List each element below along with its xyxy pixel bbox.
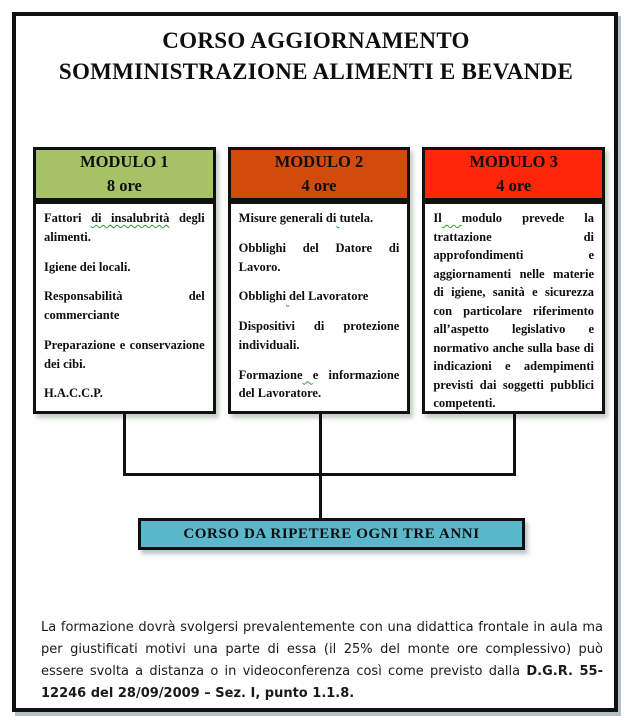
repeat-course-label: CORSO DA RIPETERE OGNI TRE ANNI [183, 525, 480, 542]
module-item: Preparazione e conservazione dei cibi. [44, 337, 205, 371]
module-2-body [228, 201, 411, 414]
modules-row [33, 147, 605, 414]
note-paragraph [41, 617, 603, 705]
module-item: Fattori di insalubrità degli alimenti. [44, 211, 205, 244]
note-bold-reference: D.G.R. 55-12246 del 28/09/2009 – Sez. I, punto 1.1.8. [41, 664, 603, 701]
connector-line-horizontal [123, 473, 516, 476]
course-title-line2: SOMMINISTRAZIONE ALIMENTI E BEVANDE [58, 59, 574, 84]
module-3-hours: 4 ore [496, 176, 532, 195]
connector-line-module-3 [513, 414, 516, 476]
module-2-header [228, 147, 411, 201]
page-content [16, 16, 618, 708]
module-3-body [422, 201, 605, 414]
module-item: H.A.C.C.P. [44, 386, 103, 401]
module-3-header [422, 147, 605, 201]
connector-line-module-2 [319, 414, 322, 518]
module-item: Dispositivi di protezione individuali. [238, 319, 400, 352]
module-2 [228, 147, 411, 414]
module-1-header [33, 147, 216, 201]
module-1-body [33, 201, 216, 414]
note-regular-text: La formazione dovrà svolgersi prevalentemente con una didattica frontale in aula ma per giustificati motivi una parte di essa (il 25% del monte ore complessivo) può essere svolta a distanza o in videoconferenza così come previsto dalla [41, 620, 603, 679]
module-item: Obblighi del Datore di Lavoro. [238, 240, 400, 274]
module-1-hours: 8 ore [106, 176, 142, 195]
module-2-name: MODULO 2 [274, 152, 364, 171]
module-item: Igiene dei locali. [44, 259, 131, 274]
repeat-course-box [138, 518, 525, 550]
connector-line-module-1 [123, 414, 126, 476]
module-1-name: MODULO 1 [80, 152, 169, 171]
module-2-hours: 4 ore [301, 176, 337, 195]
course-title [16, 25, 616, 87]
module-item: Formazione e informazione del Lavoratore. [238, 367, 400, 401]
module-3-name: MODULO 3 [469, 152, 558, 171]
module-item: Obblighi del Lavoratore [238, 289, 369, 304]
module-3 [422, 147, 605, 414]
module-item: Responsabilità del commerciante [44, 289, 205, 322]
module-item: Misure generali di tutela. [238, 211, 374, 225]
course-title-line1: CORSO AGGIORNAMENTO [162, 28, 470, 53]
module-item: Il modulo prevede la trattazione di approfondimenti e aggiornamenti nelle materie di igiene, sanità e sicurezza con particolare riferimento all’aspetto legislativo e normativo anche sulla base di indicazioni e adempimenti previsti dai soggetti pubblici competenti. [433, 211, 595, 410]
module-1 [33, 147, 216, 414]
